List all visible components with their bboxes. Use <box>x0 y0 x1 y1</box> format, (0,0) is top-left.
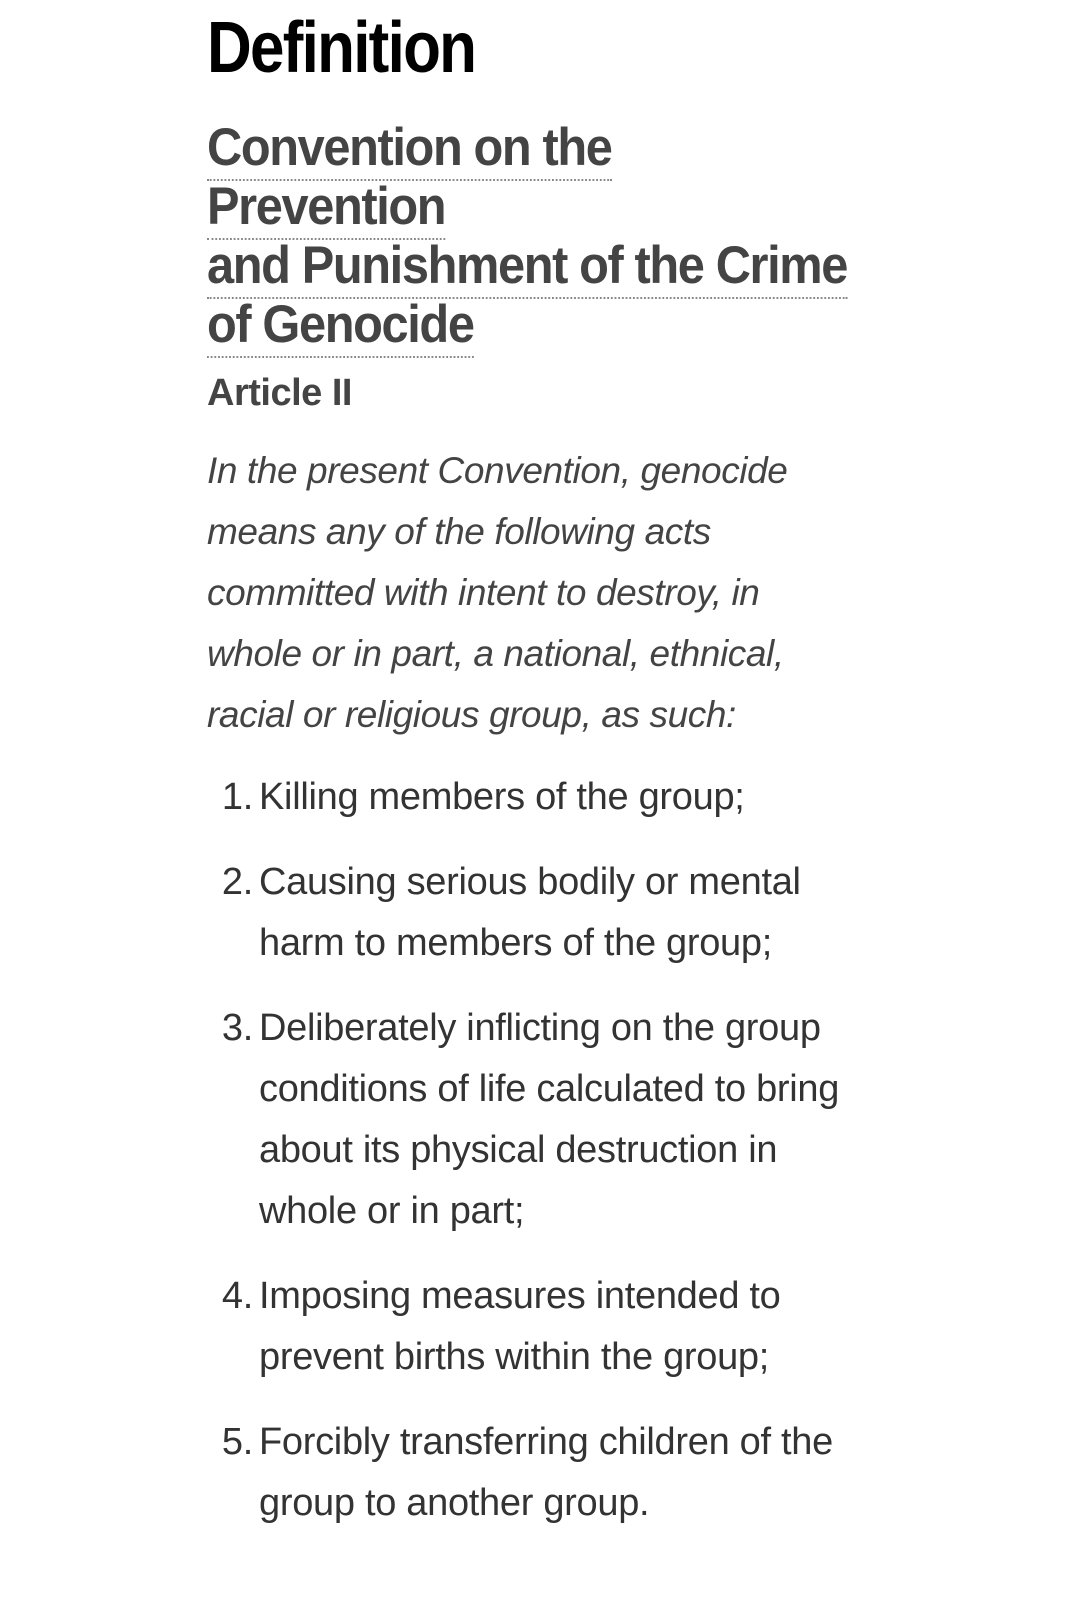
page-title: Definition <box>207 8 476 88</box>
intro-line: racial or religious group, as such: <box>207 694 736 735</box>
list-item <box>207 852 867 974</box>
article-content <box>207 0 867 1558</box>
convention-title-line: and Punishment of the Crime <box>207 236 847 299</box>
intro-line: In the present Convention, genocide <box>207 450 788 491</box>
list-item-text: Deliberately inflicting on the group conditions of life calculated to bring about its physical destruction in whole or in part; <box>259 1007 840 1232</box>
list-item-number: 3. <box>221 1007 253 1049</box>
list-item <box>207 767 867 828</box>
convention-title-line: of Genocide <box>207 295 474 358</box>
list-item-text: Causing serious bodily or mental harm to members of the group; <box>259 861 801 964</box>
article-intro <box>207 440 847 745</box>
list-item-text: Imposing measures intended to prevent births within the group; <box>259 1275 781 1378</box>
list-item-text: Forcibly transferring children of the group to another group. <box>259 1421 833 1524</box>
article-heading: Article II <box>207 372 352 414</box>
list-item <box>207 1412 867 1534</box>
list-item-number: 5. <box>221 1421 253 1463</box>
intro-line: committed with intent to destroy, in <box>207 572 760 613</box>
list-item-text: Killing members of the group; <box>259 776 745 818</box>
list-item-number: 2. <box>221 861 253 903</box>
list-item-number: 4. <box>221 1275 253 1317</box>
genocide-acts-list <box>207 767 867 1534</box>
convention-title-line: Convention on the Prevention <box>207 118 612 240</box>
list-item <box>207 998 867 1242</box>
intro-line: whole or in part, a national, ethnical, <box>207 633 784 674</box>
list-item-number: 1. <box>221 776 253 818</box>
convention-title-link[interactable] <box>207 118 851 354</box>
list-item <box>207 1266 867 1388</box>
intro-line: means any of the following acts <box>207 511 711 552</box>
